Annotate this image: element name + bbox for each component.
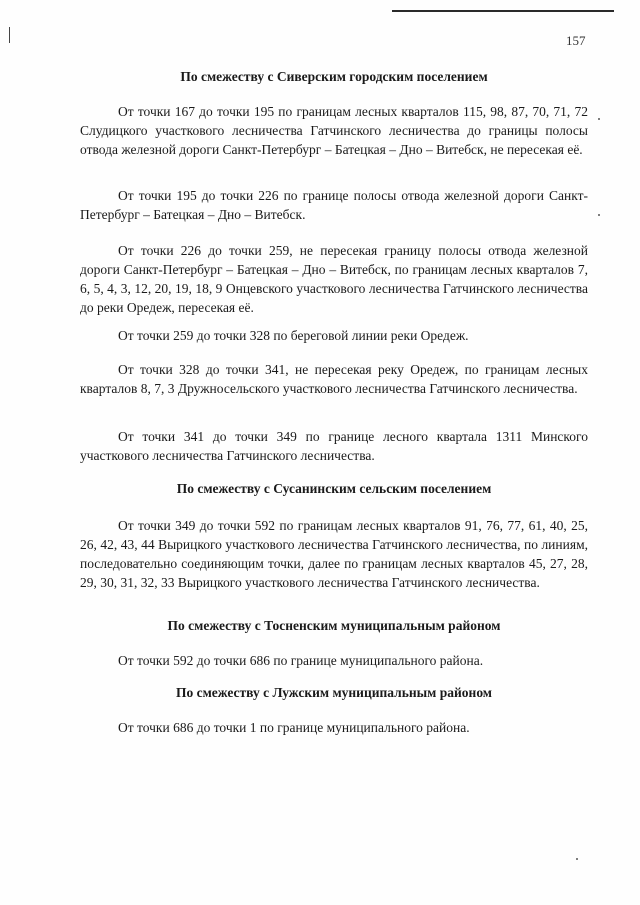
paragraph: От точки 167 до точки 195 по границам лесных кварталов 115, 98, 87, 70, 71, 72 Слудицкого участкового лесничества Гатчинского лесничества до границы полосы отвода железной дороги Санкт-Петербург – Батецкая – Дно – Витебск, не пересекая её.	[80, 104, 588, 157]
scan-artifact-dot	[576, 858, 578, 860]
scan-artifact-line	[392, 10, 614, 12]
section-heading-luzhsky: По смежеству с Лужским муниципальным районом	[175, 685, 493, 700]
paragraph: От точки 686 до точки 1 по границе муниципального района.	[118, 720, 470, 735]
paragraph: От точки 349 до точки 592 по границам лесных кварталов 91, 76, 77, 61, 40, 25, 26, 42, 43, 44 Вырицкого участкового лесничества Гатчинского лесничества, по линиям, последовательно соединяющим точки, далее по границам лесных кварталов 45, 27, 28, 29, 30, 31, 32, 33 Вырицкого участкового лесничества Гатчинского лесничества.	[80, 518, 588, 590]
scan-artifact-dot	[598, 214, 600, 216]
paragraph: От точки 341 до точки 349 по границе лесного квартала 1311 Минского участкового лесничества Гатчинского лесничества.	[80, 429, 588, 463]
paragraph: От точки 259 до точки 328 по береговой линии реки Оредеж.	[118, 328, 469, 343]
paragraph: От точки 226 до точки 259, не пересекая границу полосы отвода железной дороги Санкт-Петербург – Батецкая – Дно – Витебск, по границам лесных кварталов 7, 6, 5, 4, 3, 12, 20, 19, 18, 9 Онцевского участкового лесничества Гатчинского лесничества до реки Оредеж, пересекая её.	[80, 243, 588, 315]
scan-artifact-mark	[9, 27, 10, 43]
section-heading-tosnensky: По смежеству с Тосненским муниципальным районом	[167, 618, 501, 633]
paragraph: От точки 592 до точки 686 по границе муниципального района.	[118, 653, 484, 668]
section-heading-siversky: По смежеству с Сиверским городским поселением	[180, 69, 488, 84]
paragraph: От точки 328 до точки 341, не пересекая реку Оредеж, по границам лесных кварталов 8, 7, 3 Дружносельского участкового лесничества Гатчинского лесничества.	[80, 362, 588, 396]
section-heading-susaninskoe: По смежеству с Сусанинским сельским поселением	[176, 481, 492, 496]
scan-artifact-dot	[598, 118, 600, 120]
page-number: 157	[566, 33, 586, 48]
paragraph: От точки 195 до точки 226 по границе полосы отвода железной дороги Санкт-Петербург – Батецкая – Дно – Витебск.	[80, 188, 588, 222]
